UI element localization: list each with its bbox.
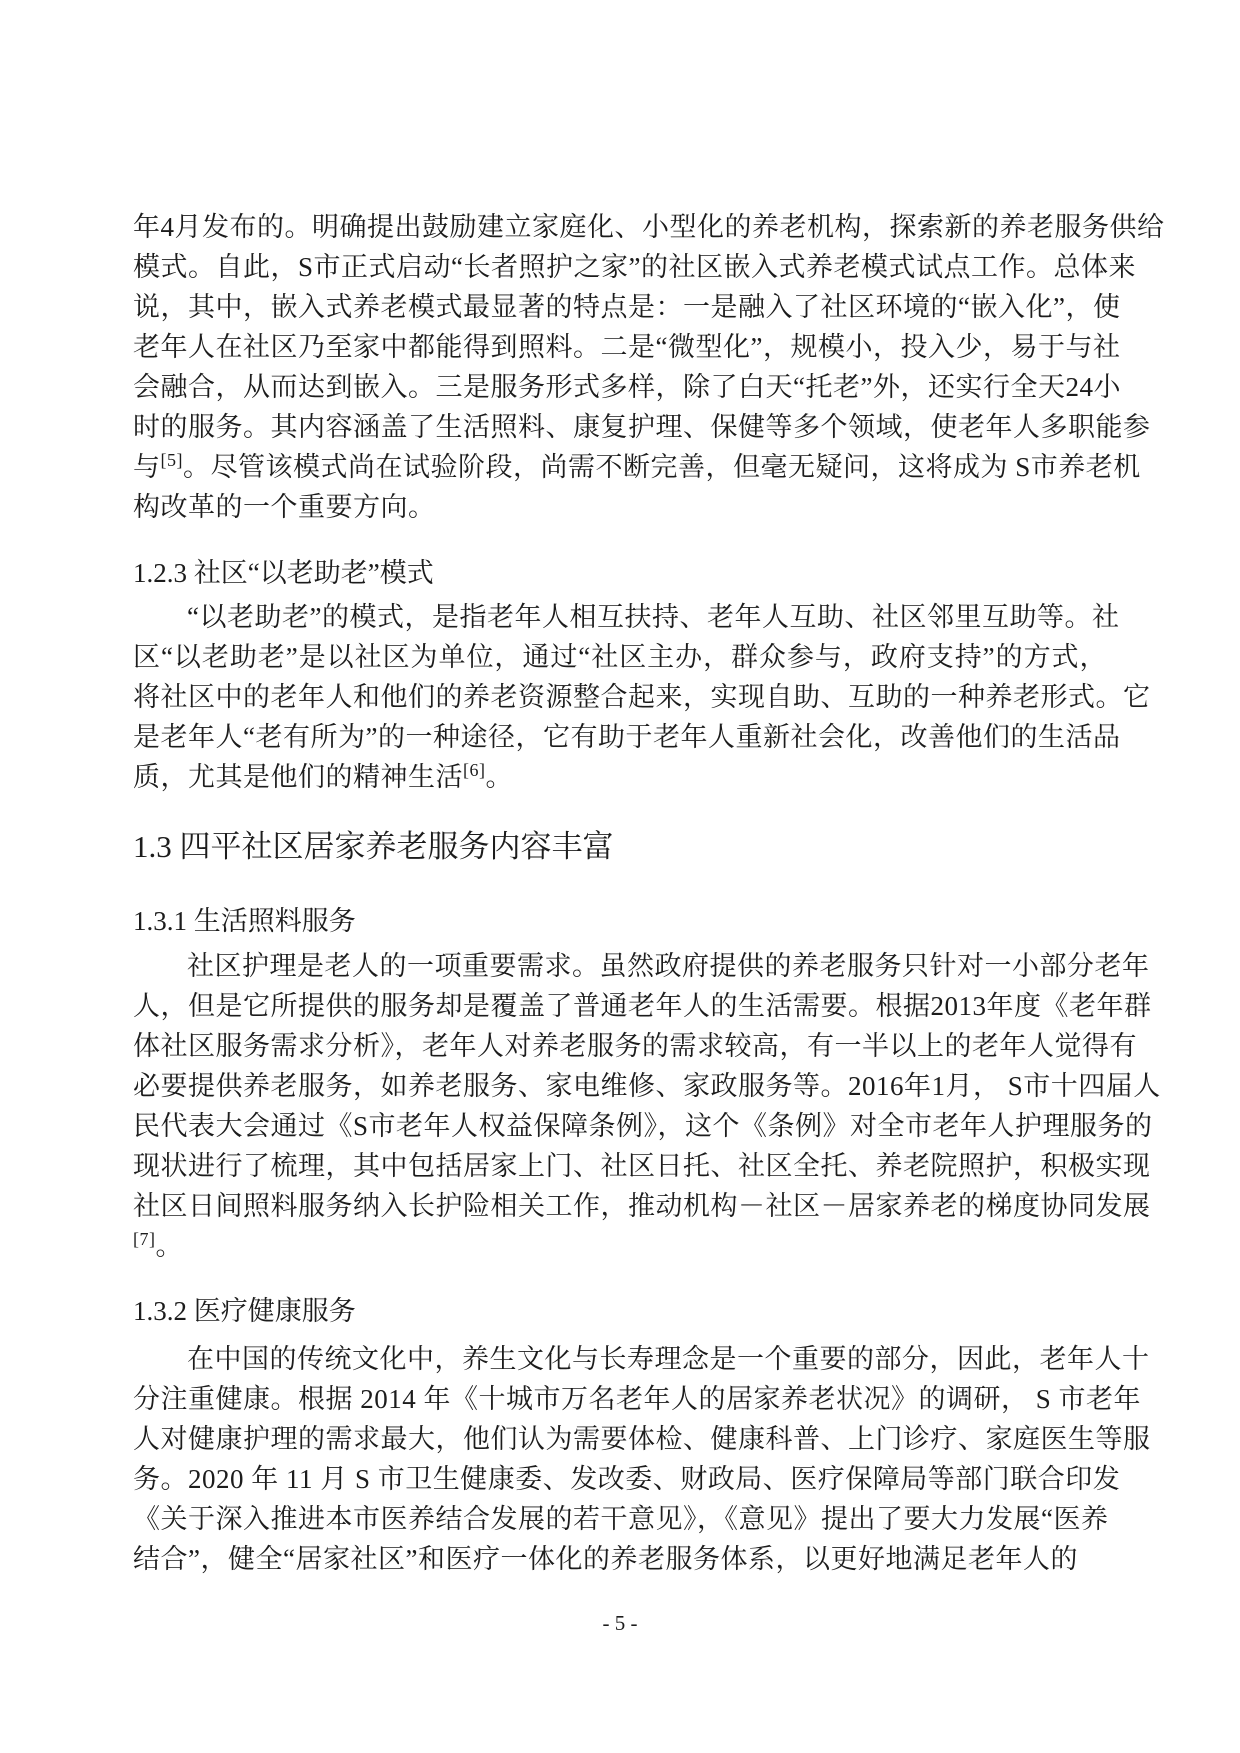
text-line: 社区日间照料服务纳入长护险相关工作，推动机构－社区－居家养老的梯度协同发展 [133,1191,1151,1221]
text-line: 区“以老助老”是以社区为单位，通过“社区主办，群众参与，政府支持”的方式， [133,642,1107,672]
footnote-ref-6: [6] [463,760,486,780]
text-line: “以老助老”的模式，是指老年人相互扶持、老年人互助、社区邻里互助等。社 [187,602,1120,632]
text-line: 必要提供养老服务，如养老服务、家电维修、家政服务等。2016年1月， S市十四届人 [133,1071,1161,1101]
section-heading-1-3-1: 1.3.1 生活照料服务 [133,906,356,936]
paragraph-mutual-aid-model [133,597,1151,797]
text-line: 现状进行了梳理，其中包括居家上门、社区日托、社区全托、养老院照护，积极实现 [133,1151,1151,1181]
text-line: 是老年人“老有所为”的一种途径，它有助于老年人重新社会化，改善他们的生活品 [133,722,1121,752]
text-line: 说，其中，嵌入式养老模式最显著的特点是：一是融入了社区环境的“嵌入化”，使 [133,292,1121,322]
section-heading-1-3-2: 1.3.2 医疗健康服务 [133,1296,356,1326]
text-line: 分注重健康。根据 2014 年《十城市万名老年人的居家养老状况》的调研， S 市老年 [133,1384,1142,1414]
text-line: 《关于深入推进本市医养结合发展的若干意见》，《意见》提出了要大力发展“医养 [133,1504,1109,1534]
text-line: 民代表大会通过《S市老年人权益保障条例》，这个《条例》对全市老年人护理服务的 [133,1111,1153,1141]
text-line: 务。2020 年 11 月 S 市卫生健康委、发改委、财政局、医疗保障局等部门联合印发 [133,1464,1121,1494]
text-line: 人对健康护理的需求最大，他们认为需要体检、健康科普、上门诊疗、家庭医生等服 [133,1424,1151,1454]
text-line: 老年人在社区乃至家中都能得到照料。二是“微型化”，规模小，投入少，易于与社 [133,332,1121,362]
section-heading-1-2-3: 1.2.3 社区“以老助老”模式 [133,558,434,588]
text-line: 在中国的传统文化中，养生文化与长寿理念是一个重要的部分，因此，老年人十 [187,1344,1150,1374]
text-line: 质，尤其是他们的精神生活[6]。 [133,760,513,792]
text-line: 会融合，从而达到嵌入。三是服务形式多样，除了白天“托老”外，还实行全天24小 [133,372,1121,402]
text-line: 与[5]。尽管该模式尚在试验阶段，尚需不断完善，但毫无疑问，这将成为 S市养老机 [133,450,1141,482]
text-column [133,0,1165,1579]
text-line: 体社区服务需求分析》，老年人对养老服务的需求较高，有一半以上的老年人觉得有 [133,1031,1137,1061]
text-line: [7]。 [133,1229,183,1261]
paragraph-embedded-care-model [133,207,1165,527]
text-line: 构改革的一个重要方向。 [133,492,436,522]
text-line: 模式。自此，S市正式启动“长者照护之家”的社区嵌入式养老模式试点工作。总体来 [133,252,1136,282]
paragraph-medical-health-service [133,1339,1151,1579]
text-line: 时的服务。其内容涵盖了生活照料、康复护理、保健等多个领域，使老年人多职能参 [133,412,1151,442]
text-line: 年4月发布的。明确提出鼓励建立家庭化、小型化的养老机构，探索新的养老服务供给 [133,212,1165,242]
paragraph-daily-care-service [133,946,1161,1266]
text-line: 人，但是它所提供的服务却是覆盖了普通老年人的生活需要。根据2013年度《老年群 [133,991,1152,1021]
text-line: 将社区中的老年人和他们的养老资源整合起来，实现自助、互助的一种养老形式。它 [133,682,1151,712]
page-number: - 5 - [602,1611,638,1635]
text-line: 社区护理是老人的一项重要需求。虽然政府提供的养老服务只针对一小部分老年 [187,951,1150,981]
text-line: 结合”，健全“居家社区”和医疗一体化的养老服务体系，以更好地满足老年人的 [133,1544,1078,1574]
footnote-ref-5: [5] [160,450,183,470]
footnote-ref-7: [7] [133,1229,156,1249]
section-heading-1-3: 1.3 四平社区居家养老服务内容丰富 [133,829,614,864]
